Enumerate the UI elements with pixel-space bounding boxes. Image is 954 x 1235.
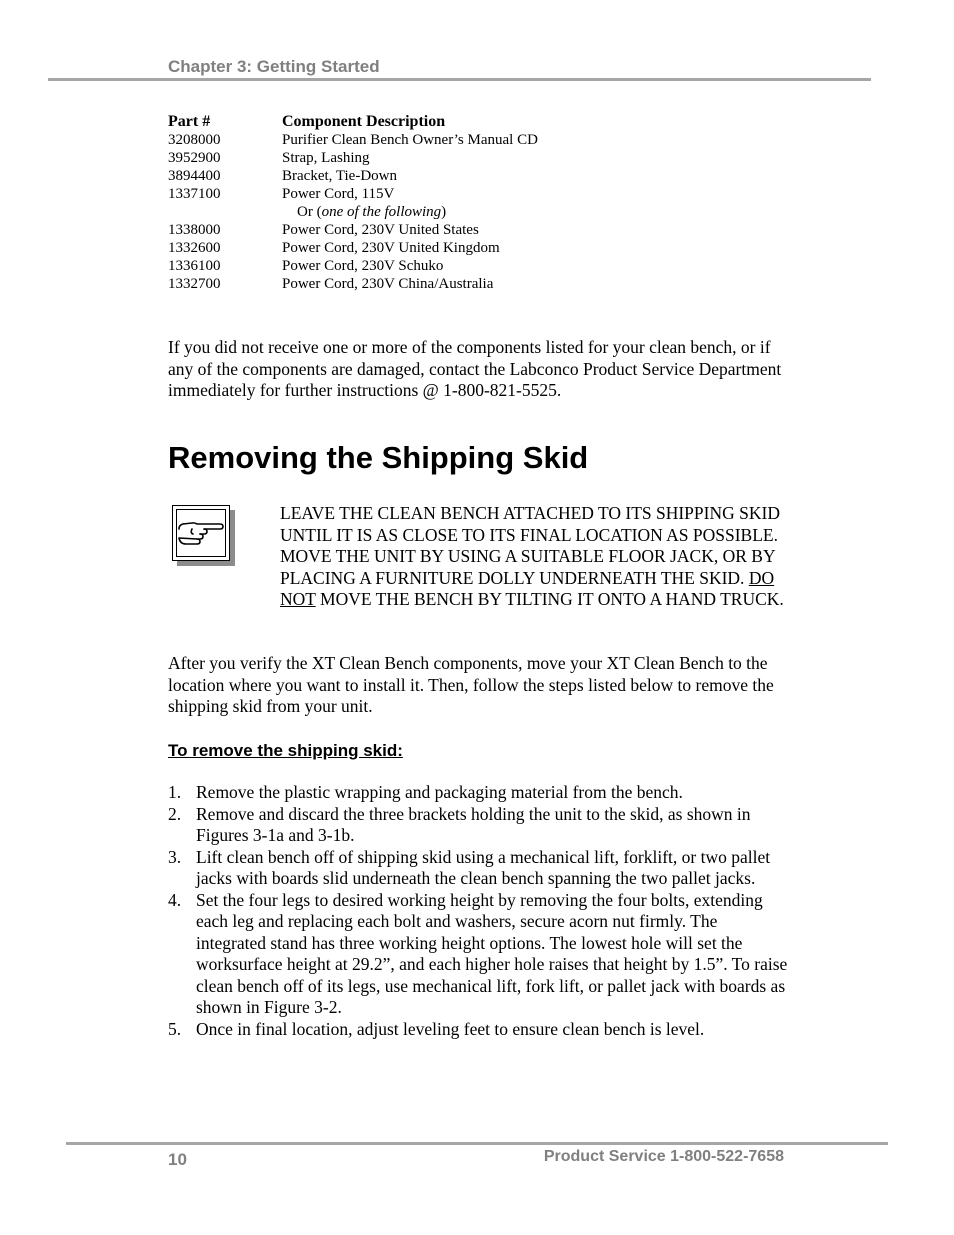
- part-number: 3208000: [168, 132, 221, 148]
- part-number: 1338000: [168, 222, 221, 238]
- table-row: [168, 239, 538, 257]
- chapter-header: Chapter 3: Getting Started: [168, 57, 380, 76]
- list-item: 1. Remove the plastic wrapping and packaging material from the bench.: [168, 782, 683, 802]
- do-not-emphasis: DO NOT: [280, 567, 775, 609]
- list-item: 5. Once in final location, adjust leveling feet to ensure clean bench is level.: [168, 1018, 705, 1039]
- pointing-hand-icon: [176, 518, 226, 546]
- section-heading: Removing the Shipping Skid: [168, 440, 589, 475]
- table-row: [168, 131, 538, 149]
- table-row: [168, 149, 538, 167]
- component-description: Power Cord, 230V China/Australia: [282, 276, 494, 292]
- table-row: [168, 257, 538, 275]
- part-number: 3894400: [168, 168, 221, 184]
- step-list: [168, 782, 788, 1040]
- note-box: [172, 505, 230, 561]
- part-number: 3952900: [168, 150, 221, 166]
- table-row: [168, 167, 538, 185]
- table-row: [168, 275, 538, 293]
- header-rule: [48, 78, 871, 81]
- component-description-column-header: Component Description: [282, 113, 446, 130]
- or-alternative-note: Or (one of the following): [297, 204, 447, 220]
- procedure-subheading: To remove the shipping skid:: [168, 741, 403, 760]
- table-row: [168, 221, 538, 239]
- component-description: Bracket, Tie-Down: [282, 168, 397, 184]
- parts-table: [168, 113, 538, 293]
- component-description: Purifier Clean Bench Owner’s Manual CD: [282, 132, 538, 148]
- table-row: [168, 185, 538, 203]
- footer-rule: [66, 1142, 888, 1145]
- part-number: 1332700: [168, 276, 221, 292]
- caution-note: LEAVE THE CLEAN BENCH ATTACHED TO ITS SHIPPING SKID UNTIL IT IS AS CLOSE TO ITS FINAL LOCATION AS POSSIBLE. MOVE THE UNIT BY USING A SUITABLE FLOOR JACK, OR BY PLACING A FURNITURE DOLLY UNDERNEATH THE SKID. DO NOT MOVE THE BENCH BY TILTING IT ONTO A HAND TRUCK.: [280, 503, 784, 609]
- list-item: 2. Remove and discard the three brackets holding the unit to the skid, as shown in Figures 3-1a and 3-1b.: [168, 803, 751, 845]
- component-description: Strap, Lashing: [282, 150, 370, 166]
- parts-table-header: [168, 113, 538, 131]
- component-description: Power Cord, 230V Schuko: [282, 258, 444, 274]
- verify-components-paragraph: After you verify the XT Clean Bench components, move your XT Clean Bench to the location where you want to install it. Then, follow the steps listed below to remove the shipping skid from your unit.: [168, 653, 774, 716]
- missing-components-paragraph: If you did not receive one or more of the components listed for your clean bench, or if any of the components are damaged, contact the Labconco Product Service Department immediately for further instructions @ 1-800-821-5525.: [168, 337, 782, 400]
- page-number: 10: [168, 1150, 187, 1169]
- part-number: 1336100: [168, 258, 221, 274]
- component-description: Power Cord, 115V: [282, 186, 395, 202]
- component-description: Power Cord, 230V United States: [282, 222, 479, 238]
- part-number: 1332600: [168, 240, 221, 256]
- product-service-footer: Product Service 1-800-522-7658: [543, 1148, 784, 1165]
- part-number-column-header: Part #: [168, 113, 211, 130]
- component-description: Power Cord, 230V United Kingdom: [282, 240, 500, 256]
- list-item: 4. Set the four legs to desired working height by removing the four bolts, extending each leg and replacing each bolt and washers, secure acorn nut firmly. The integrated stand has three working height options. The lowest hole will set the worksurface height at 29.2”, and each higher hole raises that height by 1.5”. To raise clean bench off of its legs, use mechanical lift, fork lift, or pallet jack with boards as shown in Figure 3-2.: [168, 889, 788, 1017]
- list-item: 3. Lift clean bench off of shipping skid using a mechanical lift, forklift, or two pallet jacks with boards slid underneath the clean bench spanning the two pallet jacks.: [168, 846, 771, 888]
- part-number: 1337100: [168, 186, 221, 202]
